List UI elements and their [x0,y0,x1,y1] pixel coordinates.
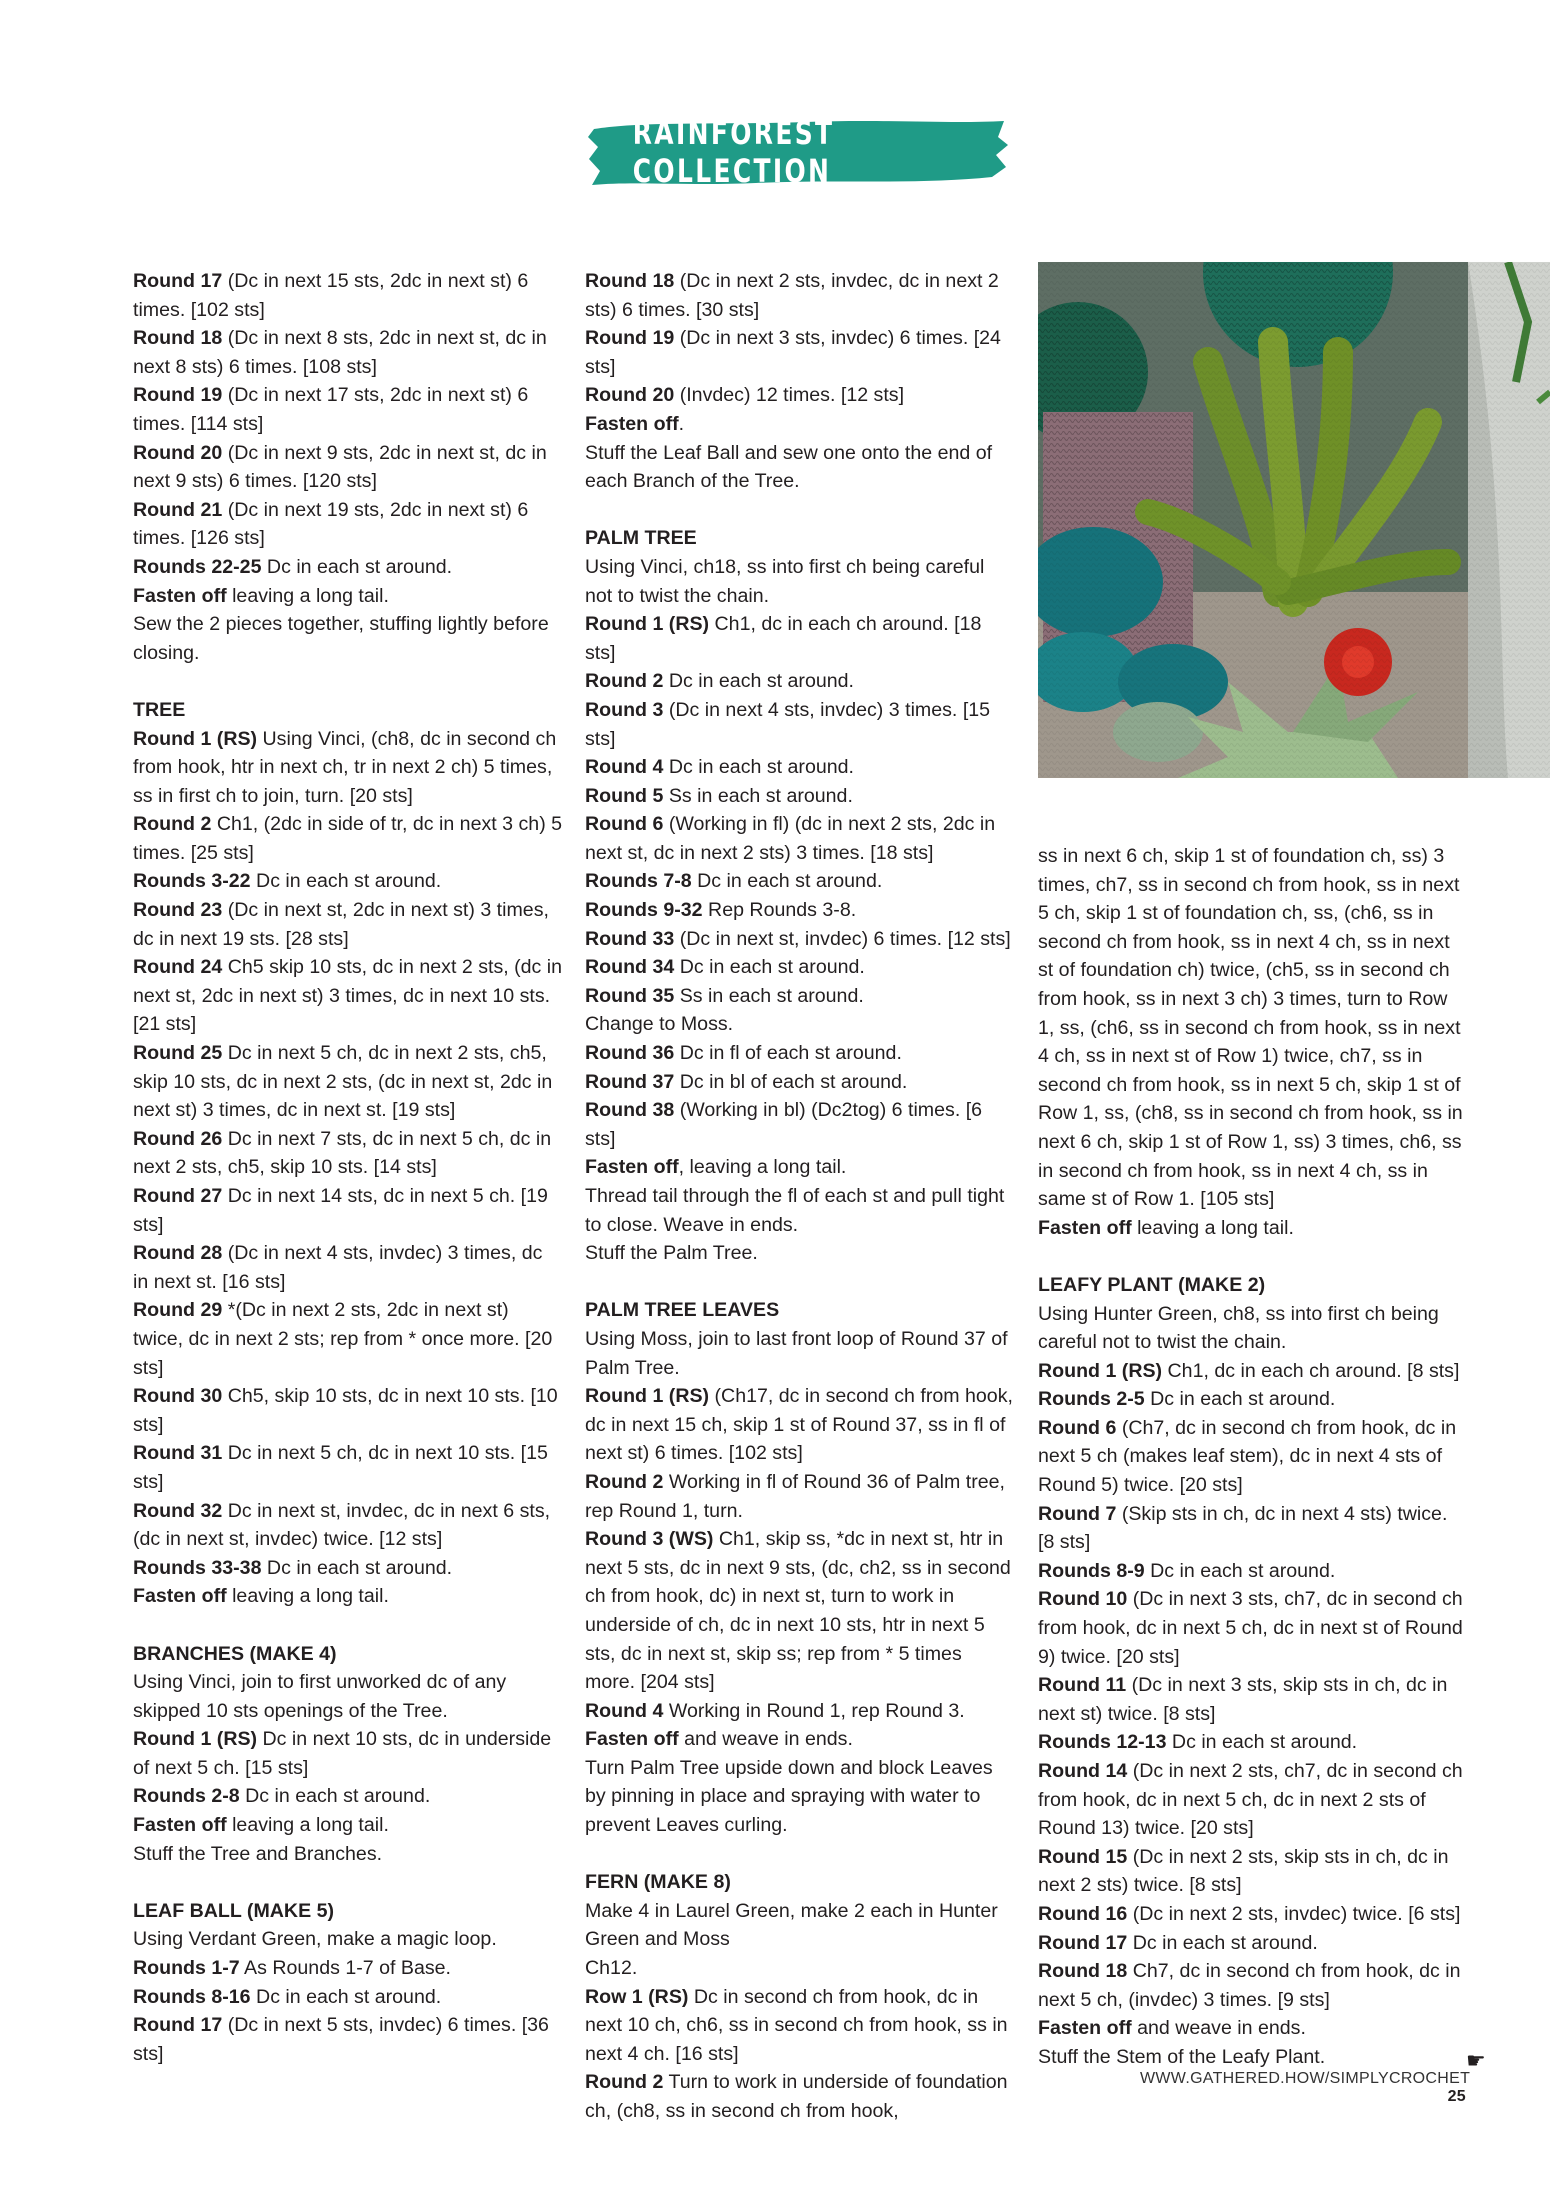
step-label: Round 24 [133,956,223,979]
paragraph-gap [585,1840,1015,1869]
step-label: Round 17 [133,270,223,292]
step-text: (Ch7, dc in second ch from hook, dc in next 5 ch (makes leaf stem), dc in next 4 sts of Round 5) twice. [20 sts] [1038,1416,1457,1497]
step-text: Ch1, dc in each ch around. [18 sts] [585,613,982,664]
pattern-line [585,810,1015,867]
step-text: *(Dc in next 2 sts, 2dc in next st) twice, dc in next 2 sts; rep from * once more. [20 sts] [133,1299,553,1379]
pattern-line [133,1725,563,1782]
step-label: Round 15 [1038,1845,1128,1868]
pattern-line [585,1239,1015,1268]
step-text: Ss in each st around. [674,984,864,1007]
pattern-line [1038,1300,1468,1357]
pattern-line [585,1954,1015,1983]
step-label: Round 5 [585,784,664,807]
step-text: Dc in each st around. [663,670,854,693]
step-text: Turn Palm Tree upside down and block Leaves by pinning in place and spraying with water to prevent Leaves curling. [585,1756,993,1837]
pattern-line [585,1182,1015,1239]
pattern-line [133,1983,563,2012]
step-text: (Ch17, dc in second ch from hook, dc in next 15 ch, skip 1 st of Round 37, ss in fl of next st) 6 times. [102 sts] [585,1385,1013,1465]
paragraph-gap [133,1868,563,1897]
step-label: Round 1 (RS) [585,1385,710,1408]
pattern-line [1038,1843,1468,1900]
pattern-line [585,1096,1015,1153]
step-label: Round 31 [133,1442,223,1465]
step-label: Round 11 [1038,1674,1127,1697]
pattern-line [133,582,563,611]
pattern-line [133,1840,563,1869]
pattern-line [585,1697,1015,1726]
step-label: Round 10 [1038,1588,1128,1611]
pattern-line [133,896,563,953]
step-label: Round 16 [1038,1902,1128,1925]
section-heading: TREE [133,698,186,721]
step-text: Dc in next 14 sts, dc in next 5 ch. [19 sts] [133,1185,548,1236]
pattern-line [1038,1728,1468,1757]
pattern-line [133,1668,563,1725]
step-text: leaving a long tail. [1131,1216,1294,1239]
step-label: Fasten off [1038,2017,1132,2040]
step-label: Round 18 [133,327,223,350]
crochet-plants-photo [1038,262,1550,778]
step-text: and weave in ends. [1131,2017,1306,2040]
step-text: (Dc in next 5 sts, invdec) 6 times. [36 sts] [133,2014,549,2065]
step-text: (Dc in next 2 sts, invdec, dc in next 2 sts) 6 times. [30 sts] [585,270,999,321]
paragraph-gap [585,496,1015,525]
column-left [133,267,563,2068]
pattern-line [585,1525,1015,1697]
step-text: Dc in next st, invdec, dc in next 6 sts, (dc in next st, invdec) twice. [12 sts] [133,1499,551,1551]
step-text: Ch1, (2dc in side of tr, dc in next 3 ch) 5 times. [25 sts] [133,813,563,864]
step-label: Fasten off [585,1156,679,1179]
page-number: 25 [1447,2088,1466,2105]
pattern-line [585,410,1015,439]
step-text: Stuff the Tree and Branches. [133,1842,383,1865]
step-label: Round 35 [585,984,675,1007]
step-label: Round 18 [1038,1960,1128,1983]
step-text: Using Vinci, ch18, ss into first ch being careful not to twist the chain. [585,555,985,607]
footer-url: WWW.GATHERED.HOW/SIMPLYCROCHET [1140,2070,1470,2087]
pattern-line [1038,1900,1468,1929]
step-label: Round 21 [133,498,223,521]
step-text: Dc in next 5 ch, dc in next 2 sts, ch5, skip 10 sts, dc in next 2 sts, (dc in next st, 2dc in next st) 3 times, dc in next st. [19 sts] [133,1042,553,1122]
pattern-line [133,1811,563,1840]
pattern-line [133,1439,563,1496]
collection-banner [586,115,1011,189]
step-label: Round 17 [133,2014,223,2037]
step-label: Fasten off [585,1728,679,1751]
pattern-line [133,1125,563,1182]
step-label: Round 2 [585,670,664,693]
step-text: , leaving a long tail. [678,1156,847,1179]
step-label: Fasten off [133,1585,227,1608]
step-label: Round 33 [585,927,675,950]
pattern-line [585,553,1015,610]
step-label: Round 20 [585,384,675,407]
step-label: Round 1 (RS) [133,727,258,750]
step-text: Ch1, dc in each ch around. [8 sts] [1162,1359,1460,1382]
step-text: Dc in each st around. [674,956,865,979]
pattern-line [133,1954,563,1983]
step-text: Stuff the Leaf Ball and sew one onto the end of each Branch of the Tree. [585,441,993,493]
page-footer [1140,2070,1470,2106]
pattern-line [585,1468,1015,1525]
pattern-line [133,1925,563,1954]
step-text: Make 4 in Laurel Green, make 2 each in Hunter Green and Moss [585,1899,998,1951]
step-text: Working in fl of Round 36 of Palm tree, rep Round 1, turn. [585,1470,1005,1522]
step-text: Sew the 2 pieces together, stuffing lightly before closing. [133,613,549,664]
step-text: Ch5, skip 10 sts, dc in next 10 sts. [10 sts] [133,1385,558,1436]
pattern-line [585,782,1015,811]
step-label: Round 32 [133,1499,223,1522]
step-text: Stuff the Palm Tree. [585,1242,758,1265]
step-text: Dc in next 7 sts, dc in next 5 ch, dc in next 2 sts, ch5, skip 10 sts. [14 sts] [133,1127,552,1179]
pattern-line [133,267,563,324]
pattern-line [1038,1585,1468,1671]
step-label: Fasten off [133,584,227,607]
step-label: Round 20 [133,441,223,464]
step-label: Rounds 3-22 [133,870,251,893]
step-label: Round 25 [133,1042,223,1065]
pattern-line [133,1582,563,1611]
step-text: Dc in fl of each st around. [674,1042,902,1065]
step-text: Ch12. [585,1957,638,1980]
pattern-line [585,324,1015,381]
pattern-line [585,1068,1015,1097]
step-text: Stuff the Stem of the Leafy Plant. [1038,2045,1326,2068]
step-text: (Dc in next 2 sts, skip sts in ch, dc in next 2 sts) twice. [8 sts] [1038,1845,1449,1897]
paragraph-gap [585,1268,1015,1297]
pattern-line [585,753,1015,782]
pattern-line [585,1725,1015,1754]
pattern-line [585,1325,1015,1382]
step-text: Dc in each st around. [1127,1931,1318,1954]
step-label: Round 2 [133,813,212,836]
pattern-line [585,267,1015,324]
paragraph-gap [133,667,563,696]
step-text: Dc in each st around. [691,870,883,893]
step-text: Rep Rounds 3-8. [702,899,857,922]
step-text: ss in next 6 ch, skip 1 st of foundation ch, ss) 3 times, ch7, ss in second ch from hook, ss in next 5 ch, skip 1 st of foundation ch, ss, (ch6, ss in second ch from hook, ss in next 4 ch, ss in next st of foundation ch) twice, (ch5, ss in second ch from hook, ss in next 3 ch) 3 times, turn to Row 1, ss, (ch6, ss in second ch from hook, ss in next 4 ch, ss in next st of Row 1) twice, ch7, ss in second ch from hook, ss in next 5 ch, skip 1 st of Row 1, ss, (ch8, ss in second ch from hook, ss in next 6 ch, skip 1 st of Row 1, ss) 3 times, ch6, ss in second ch from hook, ss in next 4 ch, ss in same st of Row 1. [105 sts] [1038,845,1463,1211]
step-label: Round 3 [585,698,664,721]
step-label: Rounds 1-7 [133,1957,240,1980]
step-text: (Dc in next 2 sts, invdec) twice. [6 sts] [1127,1902,1461,1925]
step-text: Dc in each st around. [261,555,453,578]
pattern-line [1038,1385,1468,1414]
pattern-line [1038,1929,1468,1958]
pattern-line [133,381,563,438]
step-text: Ss in each st around. [663,784,853,807]
pattern-line [585,953,1015,982]
step-text: (Invdec) 12 times. [12 sts] [674,384,905,407]
step-text: Using Vinci, join to first unworked dc of any skipped 10 sts openings of the Tree. [133,1671,507,1722]
step-label: Round 27 [133,1185,223,1207]
step-label: Round 19 [585,327,675,350]
step-label: Round 3 (WS) [585,1528,714,1551]
step-label: Fasten off [585,412,679,435]
step-text: leaving a long tail. [226,584,389,607]
pattern-line [585,1897,1015,1954]
step-text: (Dc in next 8 sts, 2dc in next st, dc in next 8 sts) 6 times. [108 sts] [133,327,547,378]
pattern-line [133,1497,563,1554]
step-text: Dc in next 10 sts, dc in underside of next 5 ch. [15 sts] [133,1728,552,1779]
pattern-line [1038,1414,1468,1500]
step-text: (Dc in next 15 sts, 2dc in next st) 6 times. [102 sts] [133,270,529,321]
step-text: Dc in each st around. [239,1785,431,1808]
step-label: Round 36 [585,1042,675,1065]
pattern-line [585,610,1015,667]
step-label: Round 4 [585,1699,664,1722]
step-label: Round 1 (RS) [133,1728,258,1751]
pattern-line [1038,1500,1468,1557]
pattern-line [585,1010,1015,1039]
pattern-line [1038,1957,1468,2014]
pattern-line [585,1754,1015,1840]
step-text: Ch5 skip 10 sts, dc in next 2 sts, (dc in next st, 2dc in next st) 3 times, dc in next 10 sts. [21 sts] [133,956,563,1036]
step-label: Rounds 33-38 [133,1556,262,1579]
step-label: Row 1 (RS) [585,1985,689,2008]
step-text: (Dc in next 3 sts, ch7, dc in second ch from hook, dc in next 5 ch, dc in next st of Round 9) twice. [20 sts] [1038,1588,1463,1668]
pattern-line [133,1182,563,1239]
step-label: Rounds 9-32 [585,899,703,922]
pattern-line [585,1039,1015,1068]
step-text: (Dc in next st, 2dc in next st) 3 times, dc in next 19 sts. [28 sts] [133,899,549,950]
pattern-line [133,1782,563,1811]
step-text: (Dc in next 9 sts, 2dc in next st, dc in next 9 sts) 6 times. [120 sts] [133,441,547,493]
pattern-line [585,896,1015,925]
step-label: Round 1 (RS) [1038,1359,1163,1382]
step-text: Using Hunter Green, ch8, ss into first ch being careful not to twist the chain. [1038,1302,1439,1354]
pattern-line [1038,2014,1468,2043]
step-text: leaving a long tail. [226,1585,389,1608]
step-text: Dc in each st around. [663,756,854,779]
step-label: Round 38 [585,1099,675,1122]
pattern-line [133,1382,563,1439]
pattern-line [585,696,1015,753]
step-text: Dc in bl of each st around. [674,1070,908,1093]
step-text: Using Moss, join to last front loop of Round 37 of Palm Tree. [585,1327,1008,1379]
step-text: (Dc in next 3 sts, invdec) 6 times. [24 sts] [585,327,1001,378]
step-label: Round 17 [1038,1931,1128,1954]
step-label: Round 26 [133,1127,223,1150]
step-label: Round 19 [133,384,223,407]
step-text: Working in Round 1, rep Round 3. [663,1699,965,1722]
pattern-line [1038,1557,1468,1586]
section-heading: FERN (MAKE 8) [585,1871,731,1894]
pattern-line [133,1039,563,1125]
step-text: Change to Moss. [585,1013,734,1036]
pattern-line [133,553,563,582]
step-label: Rounds 8-16 [133,1985,251,2008]
pointing-hand-icon: ☛ [1466,2048,1486,2073]
step-label: Round 34 [585,956,675,979]
step-text: Ch1, skip ss, *dc in next st, htr in next 5 sts, dc in next 9 sts, (dc, ch2, ss in second ch from hook, dc) in next st, turn to work in underside of ch, dc in next 10 sts, htr in next 5 sts, dc in next st, skip ss; rep from * 5 times more. [204 sts] [585,1528,1011,1694]
pattern-line [133,496,563,553]
step-text: (Skip sts in ch, dc in next 4 sts) twice. [8 sts] [1038,1502,1448,1554]
step-label: Round 28 [133,1242,223,1265]
step-label: Round 6 [585,813,664,836]
step-label: Round 6 [1038,1416,1117,1439]
pattern-line [133,1239,563,1296]
step-label: Fasten off [133,1814,227,1837]
column-middle [585,267,1015,2126]
step-text: Dc in each st around. [1144,1388,1336,1411]
pattern-line [585,1153,1015,1182]
pattern-line [1038,1671,1468,1728]
section-heading: LEAFY PLANT (MAKE 2) [1038,1273,1266,1296]
pattern-line [133,953,563,1039]
step-text: (Dc in next 19 sts, 2dc in next st) 6 times. [126 sts] [133,498,529,550]
pattern-line [585,1382,1015,1468]
pattern-line [133,2011,563,2068]
pattern-line [133,610,563,667]
step-label: Rounds 22-25 [133,555,262,578]
pattern-line [585,982,1015,1011]
step-text: (Working in fl) (dc in next 2 sts, 2dc in next st, dc in next 2 sts) 3 times. [18 sts] [585,813,996,864]
pattern-line [1038,1357,1468,1386]
step-text: . [678,412,685,435]
section-heading: PALM TREE LEAVES [585,1299,780,1322]
paragraph-gap [133,1611,563,1640]
pattern-line [133,1296,563,1382]
step-text: Using Verdant Green, make a magic loop. [133,1928,497,1951]
step-text: Dc in second ch from hook, dc in next 10 ch, ch6, ss in second ch from hook, ss in next 4 ch. [16 sts] [585,1985,1008,2065]
pattern-line [585,667,1015,696]
step-text: Thread tail through the fl of each st and pull tight to close. Weave in ends. [585,1185,1005,1236]
section-heading: BRANCHES (MAKE 4) [133,1642,337,1665]
pattern-line [133,725,563,811]
pattern-line [585,867,1015,896]
section-heading: LEAF BALL (MAKE 5) [133,1899,335,1922]
collection-title: RAINFOREST COLLECTION [632,114,835,190]
pattern-line [585,925,1015,954]
step-text: Using Vinci, (ch8, dc in second ch from hook, htr in next ch, tr in next 2 ch) 5 times, ss in first ch to join, turn. [20 sts] [133,727,557,807]
step-text: Dc in each st around. [1166,1731,1358,1754]
pattern-line [1038,842,1468,1214]
step-label: Rounds 2-8 [133,1785,240,1808]
step-text: Dc in each st around. [1144,1559,1336,1582]
step-text: As Rounds 1-7 of Base. [239,1957,451,1980]
pattern-line [133,324,563,381]
pattern-line [585,381,1015,410]
pattern-line [133,1554,563,1583]
paragraph-gap [1038,1242,1468,1271]
step-text: Ch7, dc in second ch from hook, dc in next 5 ch, (invdec) 3 times. [9 sts] [1038,1960,1461,2011]
pattern-line [133,439,563,496]
step-label: Rounds 8-9 [1038,1559,1145,1582]
step-label: Round 37 [585,1070,675,1093]
step-label: Round 18 [585,270,675,292]
pattern-line [585,439,1015,496]
step-label: Round 30 [133,1385,223,1408]
step-text: Dc in each st around. [261,1556,453,1579]
step-label: Round 7 [1038,1502,1117,1525]
step-label: Round 2 [585,2071,664,2094]
step-label: Round 14 [1038,1760,1128,1782]
step-label: Rounds 12-13 [1038,1731,1167,1754]
step-text: Dc in next 5 ch, dc in next 10 sts. [15 sts] [133,1442,548,1493]
step-text: (Dc in next 4 sts, invdec) 3 times. [15 sts] [585,698,991,750]
pattern-line [133,810,563,867]
step-text: Dc in each st around. [250,870,442,893]
step-label: Rounds 7-8 [585,870,692,893]
step-label: Fasten off [1038,1216,1132,1239]
step-label: Round 1 (RS) [585,613,710,636]
step-text: (Dc in next 3 sts, skip sts in ch, dc in next st) twice. [8 sts] [1038,1674,1448,1725]
step-text: Dc in each st around. [250,1985,442,2008]
step-label: Round 23 [133,899,223,922]
pattern-line [585,1983,1015,2069]
step-text: Turn to work in underside of foundation ch, (ch8, ss in second ch from hook, [585,2071,1008,2122]
pattern-line [585,2068,1015,2125]
step-text: (Working in bl) (Dc2tog) 6 times. [6 sts] [585,1099,983,1150]
section-heading: PALM TREE [585,527,697,550]
column-right [1038,842,1468,2072]
step-text: and weave in ends. [678,1728,853,1751]
step-label: Rounds 2-5 [1038,1388,1145,1411]
step-label: Round 4 [585,756,664,779]
step-label: Round 2 [585,1470,664,1493]
pattern-line [1038,1214,1468,1243]
pattern-line [1038,1757,1468,1843]
step-label: Round 29 [133,1299,223,1322]
pattern-line [1038,2043,1468,2072]
step-text: (Dc in next 17 sts, 2dc in next st) 6 times. [114 sts] [133,384,529,435]
step-text: (Dc in next st, invdec) 6 times. [12 sts] [674,927,1011,950]
step-text: (Dc in next 2 sts, ch7, dc in second ch from hook, dc in next 5 ch, dc in next 2 sts of Round 13) twice. [20 sts] [1038,1760,1463,1840]
pattern-line [133,867,563,896]
step-text: leaving a long tail. [226,1814,389,1837]
step-text: (Dc in next 4 sts, invdec) 3 times, dc in next st. [16 sts] [133,1242,543,1293]
